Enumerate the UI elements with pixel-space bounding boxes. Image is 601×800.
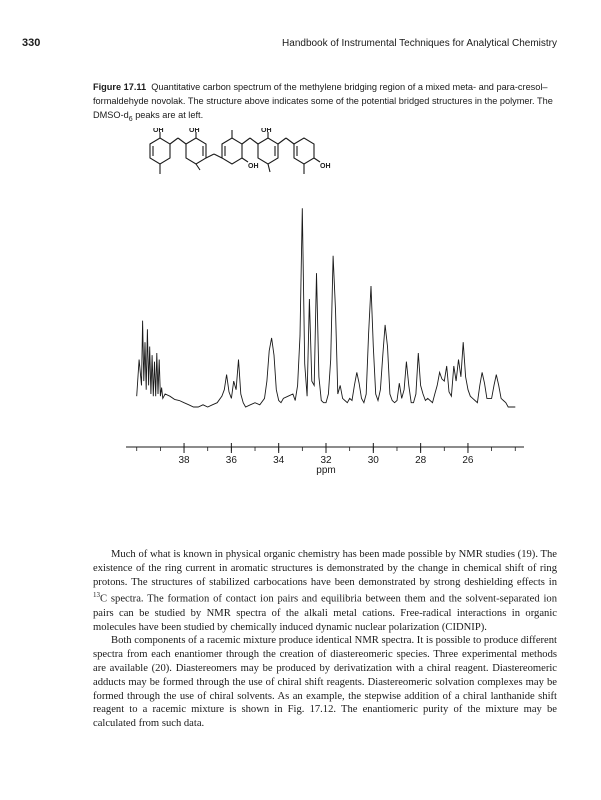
paragraph-1-text-b: C spectra. The formation of contact ion pairs and equilibria between them and the solvent-separated ion pairs can be studied by NMR spectra of the alkali metal cations. Free-radical interactions in organic molecules have been studied by chemically induced dynamic nuclear polarization (CIDNIP). bbox=[93, 593, 557, 633]
tick-label: 36 bbox=[225, 455, 237, 466]
paragraph-2: Both components of a racemic mixture produce identical NMR spectra. It is possible to produce different spectra from each enantiomer through the creation of diastereomeric species. Three experimental methods are available (20). Diastereomers may be produced by derivatization with a chiral reagent. Diastereomeric adducts may be formed through the use of chiral shift reagents. Diastereomeric solvation complexes may be formed through the use of chiral solvents. As an example, the stepwise addition of a chiral lanthanide shift reagent to a racemic mixture is shown in Fig. 17.12. The enantiomeric purity of the mixture may be calculated from such data. bbox=[93, 635, 557, 730]
nmr-spectrum-chart bbox=[120, 185, 530, 485]
page-number: 330 bbox=[22, 37, 41, 49]
caption-subscript: 6 bbox=[128, 115, 133, 123]
bridge-2a bbox=[206, 154, 214, 158]
bridge-4b bbox=[286, 138, 294, 144]
ring-4-methyl bbox=[268, 164, 270, 172]
bridge-4a bbox=[278, 138, 286, 144]
paragraph-1-superscript: 13 bbox=[93, 591, 100, 600]
oh-label-3: OH bbox=[248, 163, 259, 170]
running-title: Handbook of Instrumental Techniques for Analytical Chemistry bbox=[282, 38, 557, 49]
tick-label: 32 bbox=[320, 455, 332, 466]
oh-label-2: OH bbox=[189, 128, 200, 134]
bridge-1a bbox=[170, 138, 178, 144]
bridge-1b bbox=[178, 138, 186, 144]
tick-label: 34 bbox=[273, 455, 285, 466]
tick-label: 30 bbox=[367, 455, 379, 466]
paragraph-1 bbox=[93, 548, 557, 634]
figure-label: Figure 17.11 bbox=[93, 82, 147, 92]
tick-label: 26 bbox=[462, 455, 474, 466]
bridge-3a bbox=[242, 138, 250, 144]
ring-2-methyl bbox=[196, 164, 200, 170]
ring-5-oh-bond bbox=[314, 158, 320, 162]
body-text bbox=[93, 548, 557, 731]
bridge-3b bbox=[250, 138, 258, 144]
spectrum-trace bbox=[137, 208, 516, 407]
ring-3-oh-bond bbox=[242, 158, 248, 162]
oh-label-5: OH bbox=[320, 163, 331, 170]
bridge-2b bbox=[214, 154, 222, 158]
paragraph-1-text-a: Much of what is known in physical organic chemistry has been made possible by NMR studies (19). The existence of the ring current in aromatic structures is demonstrated by the change in chemical shift of ring protons. The structures of stabilized carbocations have been demonstrated by strong deshielding effects in bbox=[93, 549, 557, 588]
x-axis-label: ppm bbox=[316, 465, 336, 476]
caption-text-1: Quantitative carbon spectrum of the methylene bridging region of a mixed meta- and para-cresol–formaldehyde novolak. The structure above indicates some of the potential bridged structures in the polymer. The DMSO-d bbox=[93, 82, 553, 120]
novolak-structure bbox=[140, 128, 380, 188]
figure-caption bbox=[93, 80, 563, 127]
tick-label: 28 bbox=[415, 455, 427, 466]
oh-label-1: OH bbox=[153, 128, 164, 134]
caption-text-2: peaks are at left. bbox=[132, 110, 204, 120]
oh-label-4: OH bbox=[261, 128, 272, 134]
tick-label: 38 bbox=[178, 455, 190, 466]
